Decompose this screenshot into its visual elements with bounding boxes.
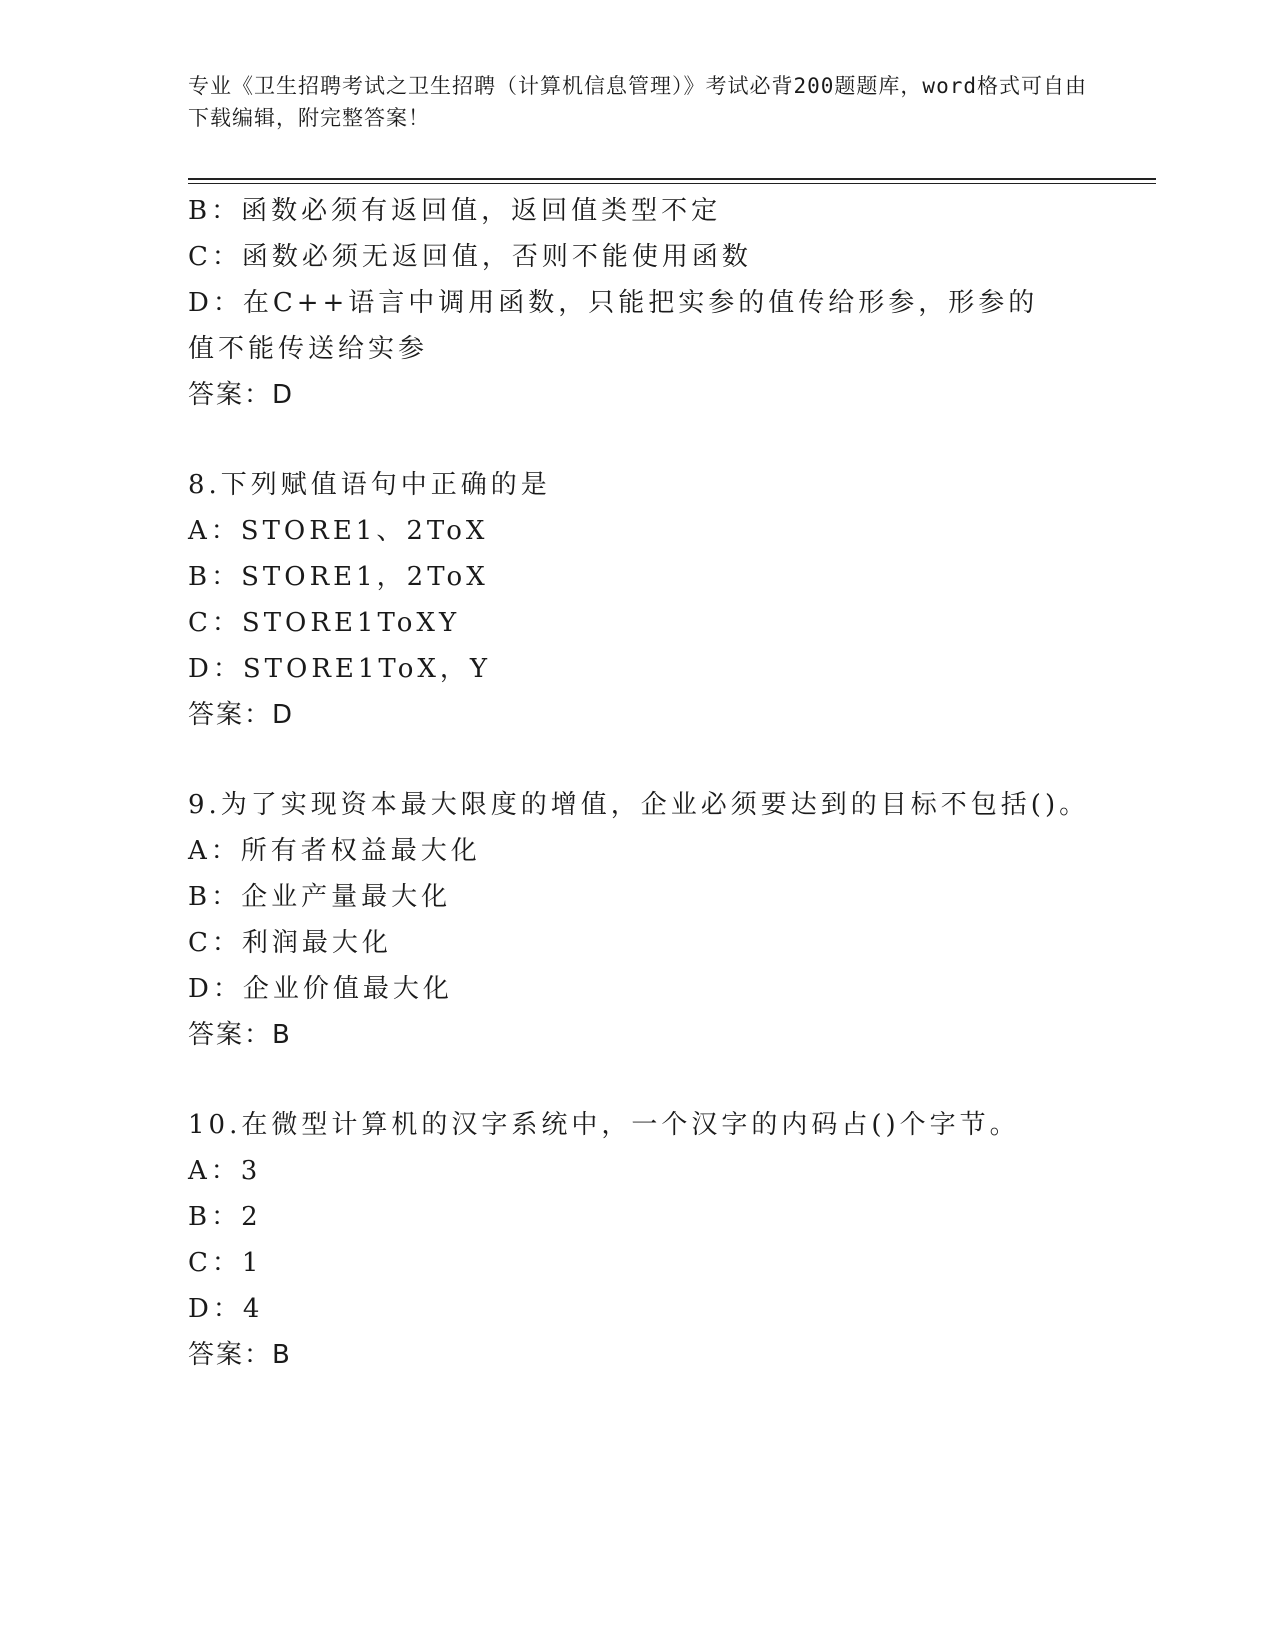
answer: 答案：B — [188, 1340, 292, 1370]
option-b: B：2 — [188, 1202, 262, 1232]
option-c: C：1 — [188, 1248, 263, 1278]
option-b: B：企业产量最大化 — [188, 882, 452, 912]
document-header — [188, 70, 1088, 134]
question-8 — [188, 462, 1088, 738]
option-c: C：函数必须无返回值，否则不能使用函数 — [188, 242, 752, 272]
option-b: B：STORE1，2ToX — [188, 562, 489, 592]
option-d: D：企业价值最大化 — [188, 974, 453, 1004]
header-divider — [188, 178, 1156, 180]
question-stem: 8.下列赋值语句中正确的是 — [188, 470, 551, 500]
question-7 — [188, 188, 1088, 418]
option-a: A：3 — [188, 1156, 262, 1186]
option-c: C：利润最大化 — [188, 928, 392, 958]
option-b: B：函数必须有返回值，返回值类型不定 — [188, 196, 722, 226]
option-d: D：4 — [188, 1294, 264, 1324]
answer: 答案：D — [188, 700, 295, 730]
option-c: C：STORE1ToXY — [188, 608, 461, 638]
answer: 答案：B — [188, 1020, 292, 1050]
question-stem: 10.在微型计算机的汉字系统中，一个汉字的内码占()个字节。 — [188, 1110, 1020, 1140]
question-stem: 9.为了实现资本最大限度的增值，企业必须要达到的目标不包括()。 — [188, 790, 1090, 820]
header-divider-thin — [188, 183, 1156, 184]
option-a: A：所有者权益最大化 — [188, 836, 481, 866]
option-a: A：STORE1、2ToX — [188, 516, 489, 546]
question-list — [188, 188, 1088, 1378]
question-10 — [188, 1102, 1088, 1378]
header-title: 专业《卫生招聘考试之卫生招聘（计算机信息管理）》考试必背200题题库，word格式可自由下载编辑，附完整答案！ — [188, 74, 1087, 130]
option-d: D：在C++语言中调用函数，只能把实参的值传给形参，形参的值不能传送给实参 — [188, 288, 1039, 364]
question-9 — [188, 782, 1088, 1058]
option-d: D：STORE1ToX，Y — [188, 654, 492, 684]
answer: 答案：D — [188, 380, 295, 410]
